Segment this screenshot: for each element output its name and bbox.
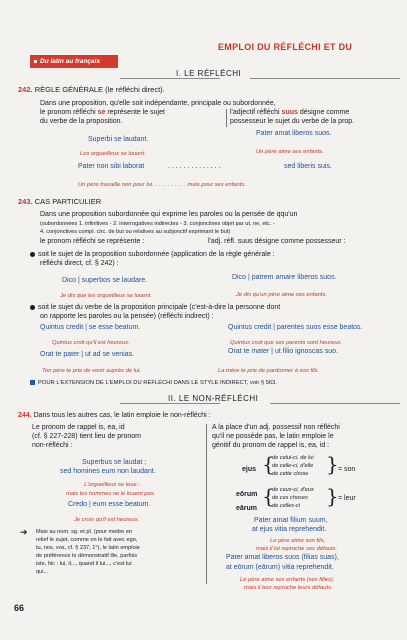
para-244-left2: (cf. § 227-228) tient lieu de pronom — [32, 433, 141, 440]
example-13-translation-2: mais il leur reproche leurs défauts. — [244, 585, 333, 591]
example-3-translation: Un père travaille non pour lui. . . . . . . . . . . mais pour ses enfants. — [78, 182, 246, 188]
para-243-line4a: le pronom réfléchi se représente : — [40, 238, 145, 245]
title-rule-right — [250, 78, 400, 79]
note-line6: qui... — [36, 569, 49, 575]
note-line4: de préférence le démonstratif ille, parfois — [36, 553, 138, 559]
blue-square-icon — [30, 380, 35, 385]
bullet-2-line1: soit le sujet du verbe de la proposition principale (c'est-à-dire la personne dont — [30, 304, 280, 313]
example-12b: at ejus vitia reprehendit. — [252, 526, 327, 533]
arrow-icon: ➔ — [20, 527, 28, 537]
example-13b: at eōrum (eārum) vitia reprehendit. — [226, 564, 334, 571]
title-rule-left — [120, 78, 220, 79]
example-6: Quintus credit | se esse beatum. — [40, 324, 141, 331]
gloss-1: de celui-ci, de lui — [272, 455, 314, 461]
example-13a: Pater amat liberos suos (filias suas), — [226, 554, 339, 561]
dotted-leader: . . . . . . . . . . . . . . — [168, 163, 221, 170]
para-244-line1: 244. Dans tous les autres cas, le latin emploie le non-réfléchi : — [18, 412, 211, 419]
example-8: Orat te pater | ut ad se venias. — [40, 351, 135, 358]
bullet-icon — [30, 305, 35, 310]
tab-label: Du latin au français — [40, 58, 100, 65]
para-243-line3: 4. conjonctives compl. circ. de but ou relatives au subjonctif exprimant le but) — [40, 229, 231, 235]
para-242-right1: l'adjectif réfléchi suus désigne comme — [230, 109, 350, 116]
eorum-label: eōrum — [236, 491, 258, 498]
title-rule-right-2 — [270, 403, 400, 404]
page-header: EMPLOI DU RÉFLÉCHI ET DU — [218, 42, 353, 52]
example-1-translation: Les orgueilleux se louent. — [80, 151, 146, 157]
son-label: = son — [338, 466, 356, 473]
example-12-translation-2: mais il lui reproche ses défauts. — [256, 546, 338, 552]
gloss-2: de celle-ci, d'elle — [272, 463, 314, 469]
example-4: Dico | superbos se laudare. — [62, 277, 148, 284]
example-8-translation: Ton père te prie de venir auprès de lui. — [42, 368, 142, 374]
example-10-translation-1: L'orgueilleux se loue ; — [84, 482, 140, 488]
column-divider — [226, 109, 227, 127]
para-244-left1: Le pronom de rappel is, ea, id — [32, 424, 125, 431]
example-2-translation: Un père aime ses enfants. — [256, 149, 324, 155]
para-244-left3: non-réfléchi : — [32, 442, 73, 449]
example-7-translation: Quintus croit que ses parents sont heureux. — [230, 340, 343, 346]
extension-note: POUR L'EXTENSION DE L'EMPLOI DU RÉFLÉCHI DANS LE STYLE INDIRECT, voir § 563. — [30, 380, 277, 387]
example-7: Quintus credit | parentes suos esse beatos. — [228, 324, 363, 331]
note-line5: iste, hic : lui, il..., quand il lui..., c'est lui — [36, 561, 132, 567]
example-9-translation: La mère te prie de pardonner à son fils. — [218, 368, 320, 374]
example-5-translation: Je dis qu'un père aime ses enfants. — [236, 292, 328, 298]
example-13-translation-1: Le père aime ses enfants (ses filles), — [240, 577, 335, 583]
gloss-3: de cette chose — [272, 471, 309, 477]
para-242-right2: possesseur le sujet du verbe de la prop. — [230, 118, 355, 125]
para-243-heading: 243. CAS PARTICULIER — [18, 197, 102, 206]
gloss-4: de ceux-ci, d'eux — [272, 487, 314, 493]
leur-label: = leur — [338, 495, 356, 502]
note-line1: Mais au nom. sg. et pl. (pour mettre en — [36, 529, 133, 535]
para-244-right3: génitif du pronom de rappel is, ea, id : — [212, 442, 330, 449]
example-3a: Pater non sibi laborat — [78, 163, 145, 170]
bullet-1-line2: réfléchi direct, cf. § 242) : — [40, 260, 119, 267]
example-12-translation-1: Le père aime son fils, — [270, 538, 326, 544]
brace-icon: { — [262, 484, 275, 508]
note-line3: tu, nos, vos, cf. § 237, 1°), le latin emploie — [36, 545, 140, 551]
bullet-2-line2: on rapporte les paroles ou la pensée) (réfléchi indirect) : — [40, 313, 214, 320]
para-244-right2: qu'il ne possède pas, le latin emploie le — [212, 433, 334, 440]
section-title-2: II. LE NON-RÉFLÉCHI — [168, 394, 259, 403]
para-242-line2: le pronom réfléchi se représente le sujet — [40, 109, 165, 116]
example-3b: sed liberis suis. — [284, 163, 332, 170]
para-244-right1: A la place d'un adj. possessif non réfléchi — [212, 424, 340, 431]
para-243-line1: Dans une proposition subordonnée qui exprime les paroles ou la pensée de qqu'un — [40, 211, 298, 218]
example-10-translation-2: mais les hommes ne le louent pas. — [66, 491, 156, 497]
example-1: Superbi se laudant. — [88, 136, 149, 143]
example-4-translation: Je dis que les orgueilleux se louent. — [60, 293, 152, 299]
ejus-label: ejus — [242, 466, 257, 473]
note-line2: relief le sujet, comme on le fait avec ego, — [36, 537, 138, 543]
earum-label: eārum — [236, 505, 258, 512]
example-11-translation: Je crois qu'il est heureux. — [74, 517, 140, 523]
brace-icon: } — [326, 452, 339, 476]
column-divider-2 — [206, 424, 207, 584]
gloss-5: de ces choses — [272, 495, 308, 501]
bullet-1-line1: soit le sujet de la proposition subordonnée (application de la règle générale : — [30, 251, 275, 260]
para-243-line2: (subordonnées 1. infinitives - 2. interrogatives indirectes - 3. conjonctives objet par ut, ne, etc. - — [40, 221, 275, 227]
square-icon — [34, 60, 37, 63]
section-tab — [30, 55, 118, 68]
example-2: Pater amat liberos suos. — [256, 130, 332, 137]
bullet-icon — [30, 252, 35, 257]
page-number: 66 — [14, 603, 25, 613]
brace-icon: } — [326, 484, 339, 508]
para-242-line3: du verbe de la proposition. — [40, 118, 123, 125]
title-rule-left-2 — [120, 403, 220, 404]
para-242-heading: 242. RÈGLE GÉNÉRALE (le réfléchi direct). — [18, 85, 165, 94]
example-9: Orat te mater | ut filio ignoscas suo. — [228, 348, 338, 355]
brace-icon: { — [262, 452, 275, 476]
example-12a: Pater amat filium suum, — [254, 517, 328, 524]
example-10a: Superbus se laudat ; — [82, 459, 147, 466]
example-6-translation: Quintus croit qu'il est heureux. — [52, 340, 130, 346]
example-11: Credo | eum esse beatum. — [68, 501, 151, 508]
example-10b: sed homines eum non laudant. — [60, 468, 156, 475]
para-242-line1: Dans une proposition, qu'elle soit indépendante, principale ou subordonnée, — [40, 100, 276, 107]
para-243-line4b: l'adj. réfl. suus désigne comme possesseur : — [208, 238, 346, 245]
section-title: I. LE RÉFLÉCHI — [176, 69, 242, 78]
example-5: Dico | patrem amare liberos suos. — [232, 274, 337, 281]
gloss-6: de celles-ci — [272, 503, 300, 509]
